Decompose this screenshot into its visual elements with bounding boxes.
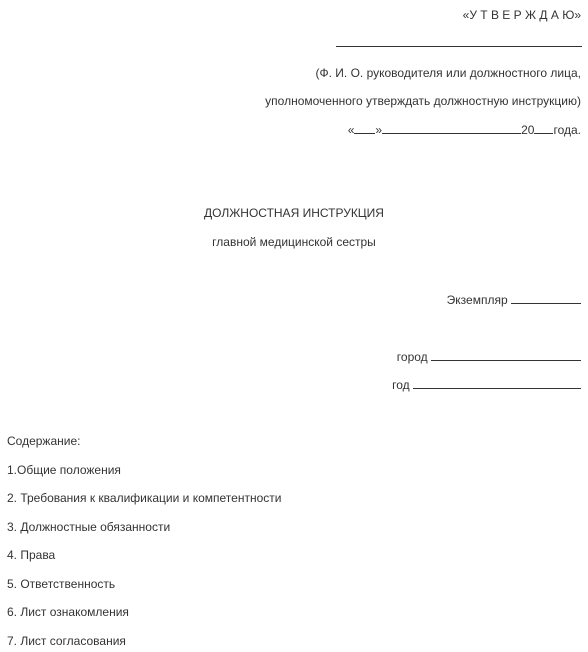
contents-item: 3. Должностные обязанности — [7, 520, 171, 534]
year-field — [392, 377, 581, 392]
date-day-blank — [354, 122, 375, 134]
city-blank — [431, 349, 581, 361]
approval-date — [348, 122, 581, 137]
copy-blank — [511, 292, 581, 304]
year-label: год — [392, 378, 410, 392]
signature-line — [336, 46, 582, 47]
contents-item: 4. Права — [7, 548, 56, 562]
date-open-quote: « — [347, 123, 355, 137]
contents-item: 5. Ответственность — [7, 577, 116, 591]
contents-item: 7. Лист согласования — [7, 634, 126, 648]
contents-label: Содержание: — [7, 434, 81, 448]
date-suffix: года. — [553, 123, 581, 137]
contents-item: 1.Общие положения — [7, 463, 121, 477]
document-heading: ДОЛЖНОСТНАЯ ИНСТРУКЦИЯ — [204, 206, 384, 220]
contents-item: 2. Требования к квалификации и компетентности — [7, 491, 282, 505]
approval-title: «У Т В Е Р Ж Д А Ю» — [462, 8, 581, 22]
document-subheading: главной медицинской сестры — [212, 235, 376, 249]
city-label: город — [396, 350, 428, 364]
city-field — [397, 349, 581, 364]
copy-field — [447, 292, 581, 307]
date-close-quote: » — [375, 123, 383, 137]
date-month-blank — [382, 122, 521, 134]
contents-item: 6. Лист ознакомления — [7, 605, 129, 619]
signer-caption-line-2: уполномоченного утверждать должностную инструкцию) — [265, 94, 581, 108]
year-blank — [413, 377, 581, 389]
signer-caption-line-1: (Ф. И. О. руководителя или должностного лица, — [315, 66, 581, 80]
date-year-blank — [534, 122, 553, 134]
copy-label: Экземпляр — [446, 293, 508, 307]
date-century: 20 — [521, 123, 535, 137]
